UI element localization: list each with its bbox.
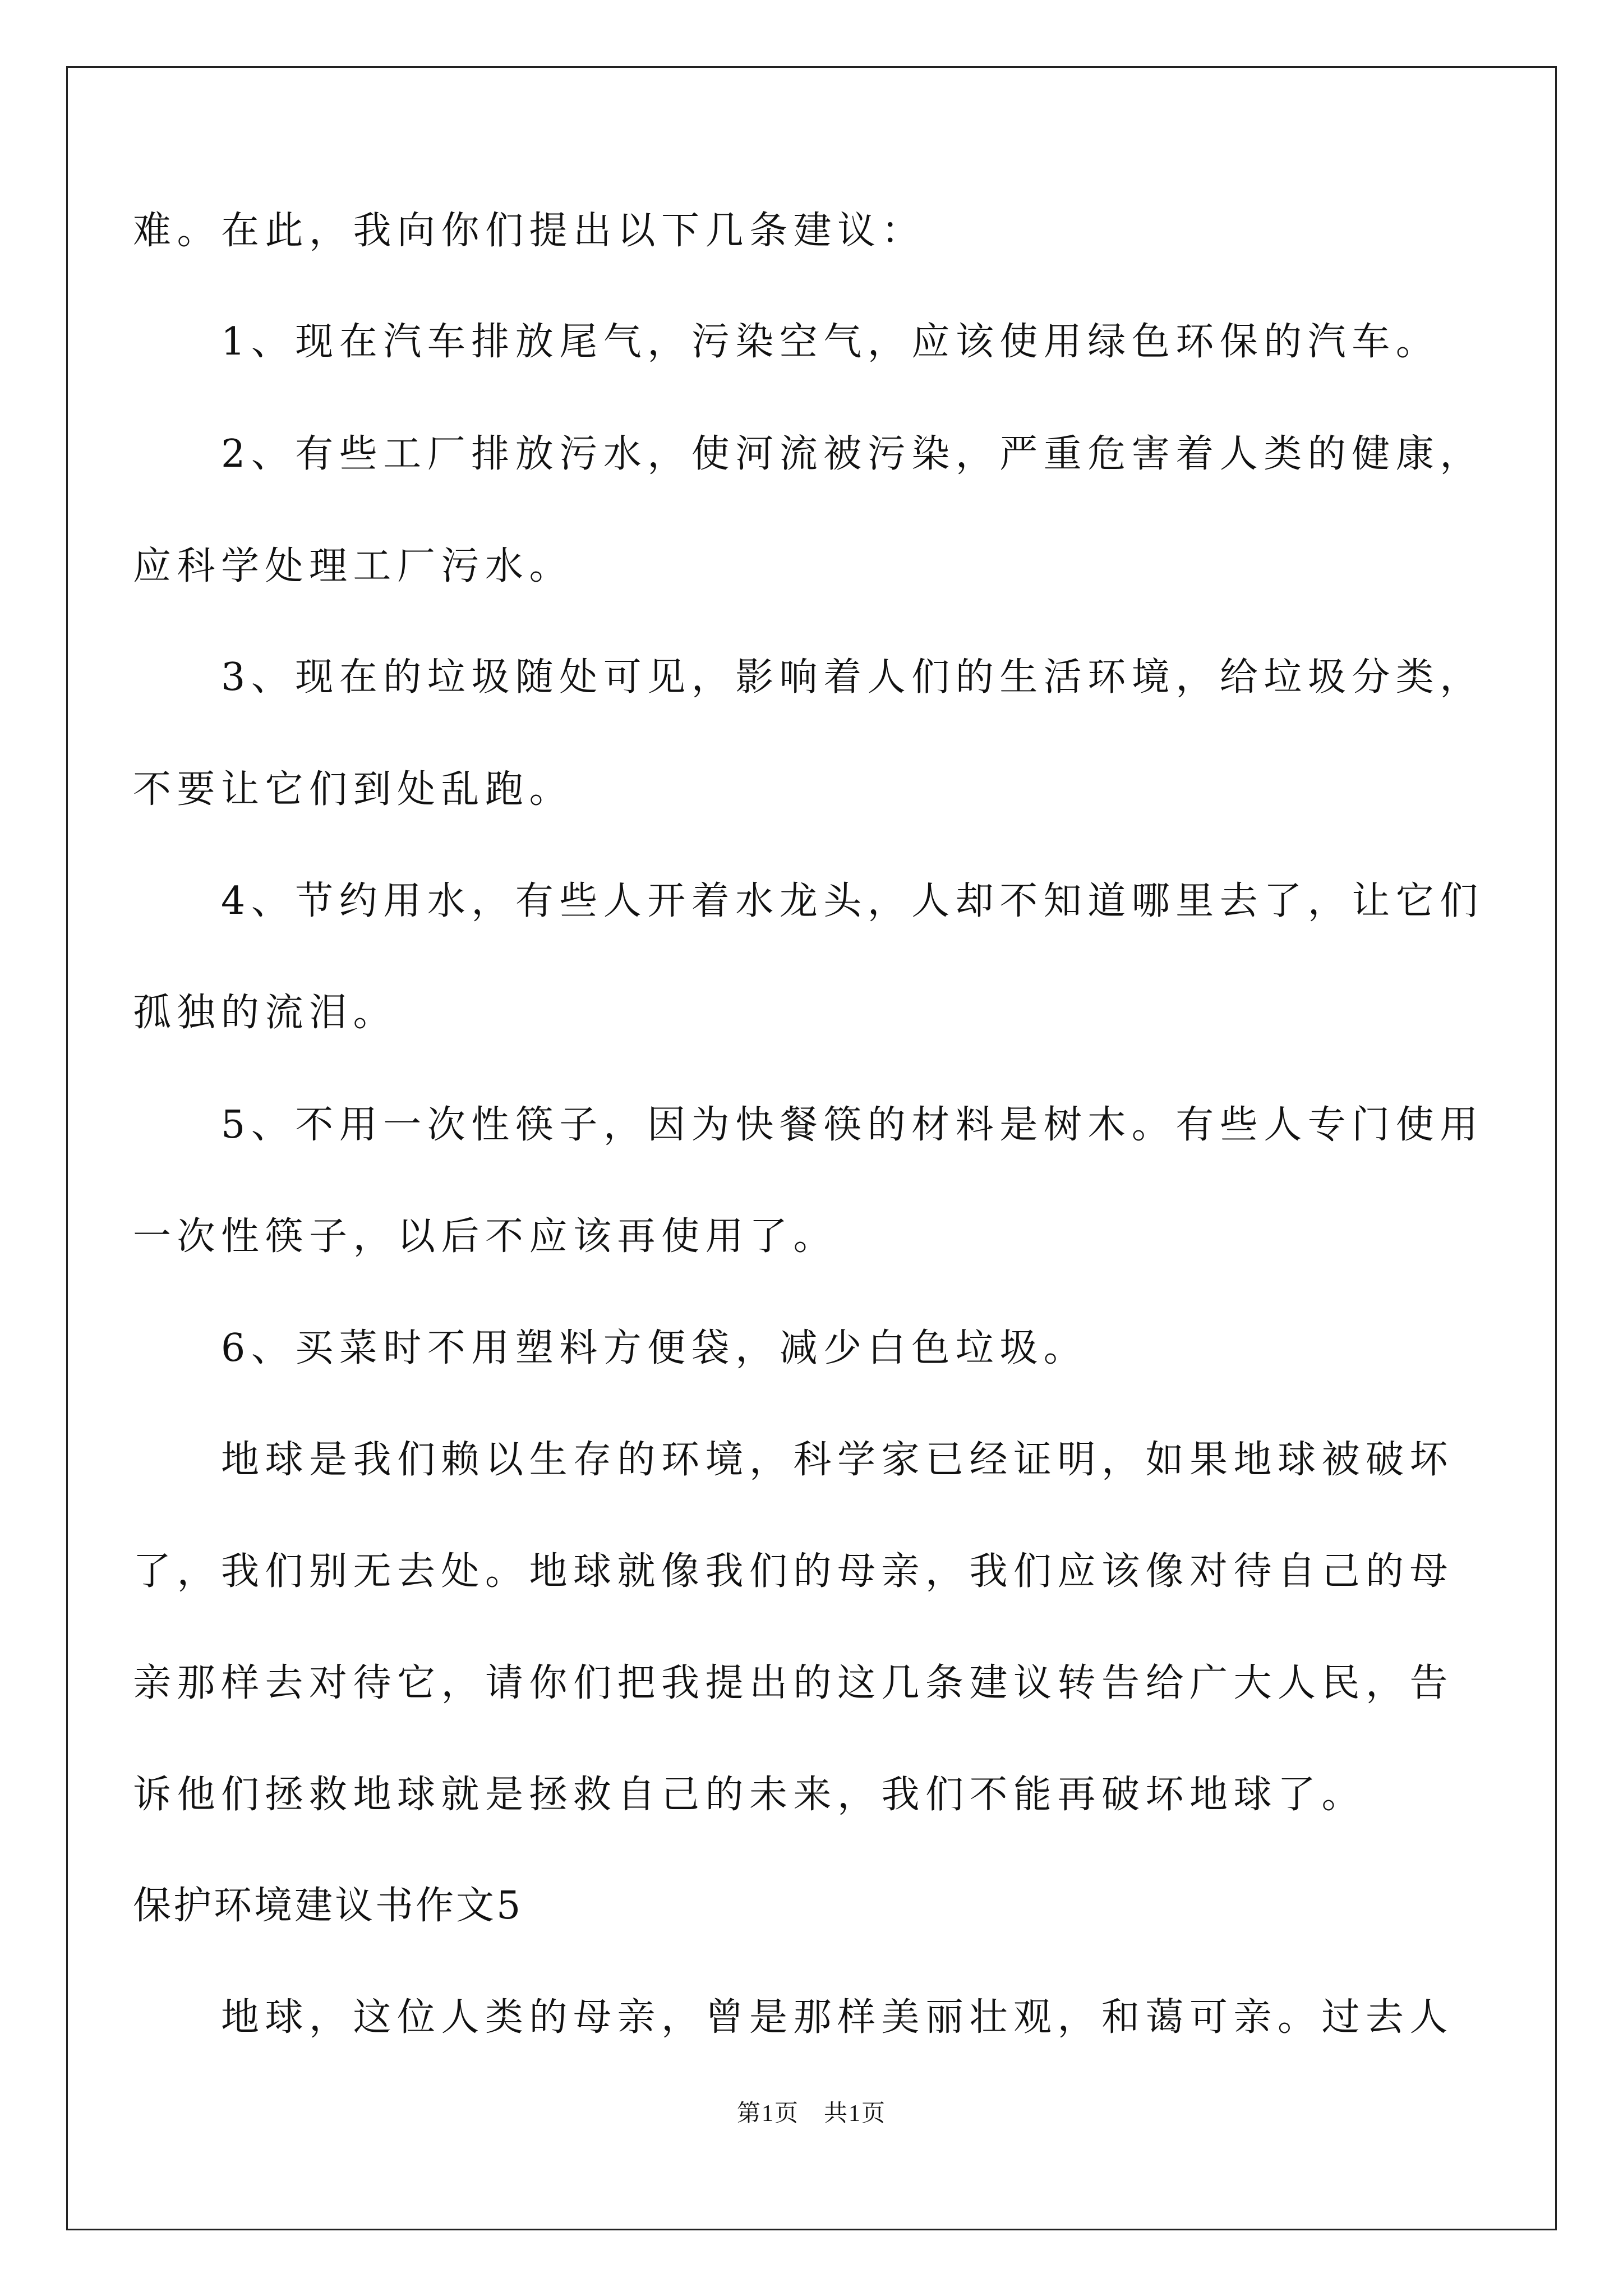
paragraph-line: 不要让它们到处乱跑。 <box>133 767 574 812</box>
paragraph-line: 地球是我们赖以生存的环境，科学家已经证明，如果地球被破坏 <box>221 1438 1454 1482</box>
suggestion-2: 2、有些工厂排放污水，使河流被污染，严重危害着人类的健康， <box>221 432 1484 476</box>
paragraph-line: 一次性筷子，以后不应该再使用了。 <box>133 1214 838 1259</box>
suggestion-6: 6、买菜时不用塑料方便袋，减少白色垃圾。 <box>221 1326 1088 1370</box>
paragraph-line: 亲那样去对待它，请你们把我提出的这几条建议转告给广大人民，告 <box>133 1661 1454 1705</box>
paragraph-line: 了，我们别无去处。地球就像我们的母亲，我们应该像对待自己的母 <box>133 1549 1454 1594</box>
suggestion-5: 5、不用一次性筷子，因为快餐筷的材料是树木。有些人专门使用 <box>221 1103 1484 1147</box>
paragraph-line: 难。在此，我向你们提出以下几条建议： <box>133 209 926 253</box>
suggestion-4: 4、节约用水，有些人开着水龙头，人却不知道哪里去了，让它们 <box>221 879 1484 923</box>
paragraph-line: 应科学处理工厂污水。 <box>133 544 574 588</box>
paragraph-line: 诉他们拯救地球就是拯救自己的未来，我们不能再破坏地球了。 <box>133 1773 1366 1817</box>
paragraph-line: 孤独的流泪。 <box>133 991 398 1035</box>
paragraph-line: 地球，这位人类的母亲，曾是那样美丽壮观，和蔼可亲。过去人 <box>221 1995 1454 2040</box>
section-heading: 保护环境建议书作文5 <box>133 1884 523 1928</box>
suggestion-1: 1、现在汽车排放尾气，污染空气，应该使用绿色环保的汽车。 <box>221 320 1440 364</box>
suggestion-3: 3、现在的垃圾随处可见，影响着人们的生活环境，给垃圾分类， <box>221 655 1484 700</box>
page-number-footer: 第1页 共1页 <box>736 2101 886 2127</box>
